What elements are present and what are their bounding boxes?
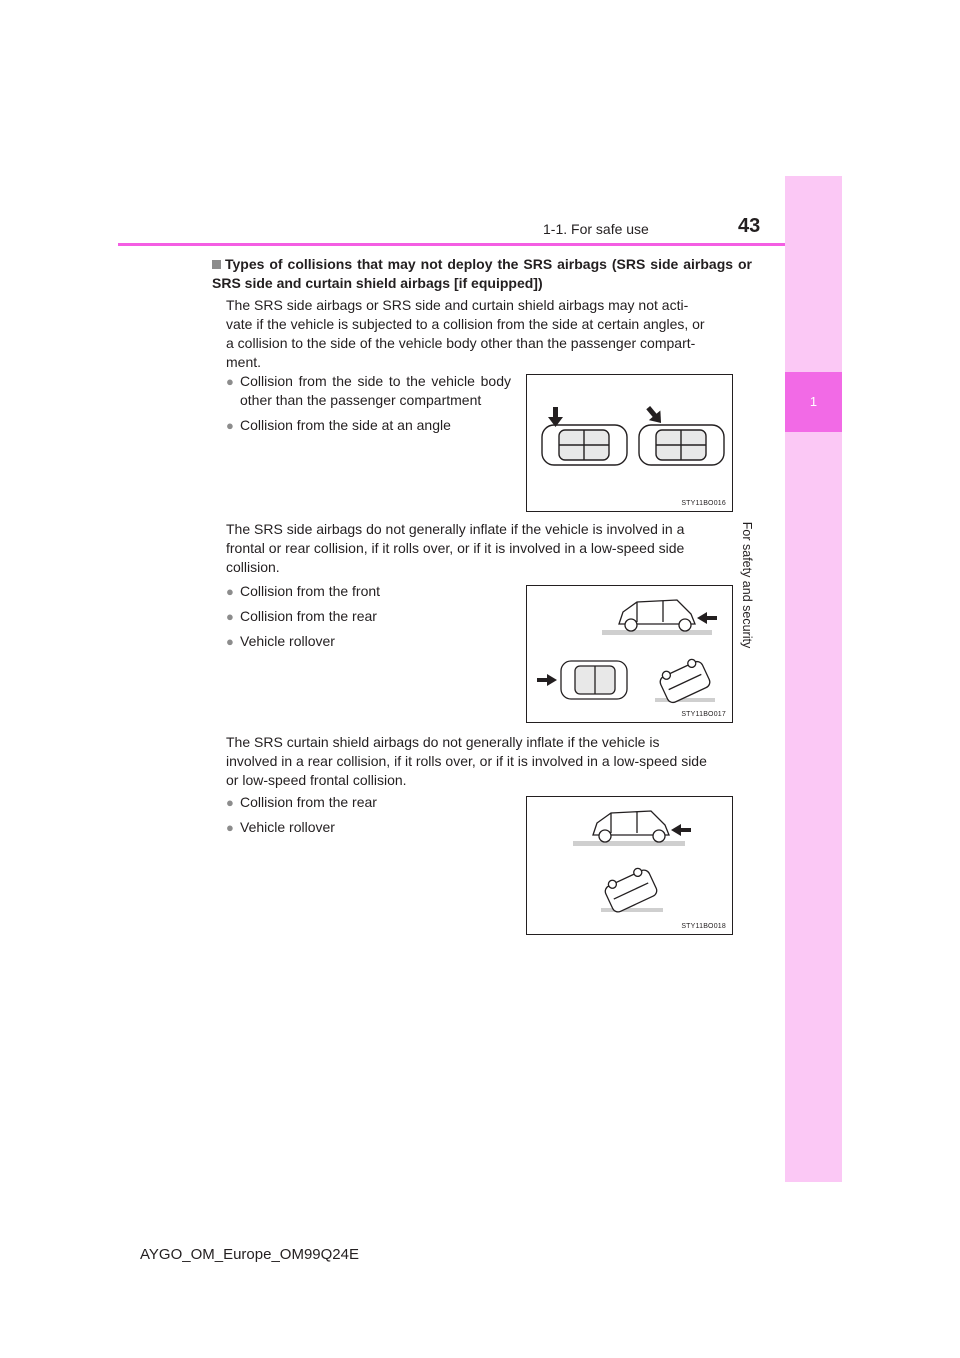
ground-line xyxy=(601,908,663,912)
ground-line xyxy=(573,841,685,846)
bullet-list-2 xyxy=(226,582,511,657)
front-rear-rollover-illustration xyxy=(527,586,732,722)
section-name: 1-1. For safe use xyxy=(543,221,649,237)
car-top-view-icon xyxy=(561,661,627,699)
header-rule xyxy=(118,243,785,246)
car-rollover-icon xyxy=(602,865,659,914)
paragraph-line: The SRS curtain shield airbags do not generally inflate if the vehicle is xyxy=(226,734,660,750)
side-collision-illustration xyxy=(527,375,732,511)
impact-arrow-icon xyxy=(671,824,691,836)
paragraph-line: collision. xyxy=(226,559,280,575)
chapter-number-tab xyxy=(785,372,842,432)
page-number: 43 xyxy=(738,215,761,237)
bullet-list-1 xyxy=(226,372,511,441)
list-item: ● Collision from the front xyxy=(226,583,381,599)
bullet-dot-icon: ● xyxy=(226,609,234,624)
paragraph-line: or low-speed frontal collision. xyxy=(226,772,407,788)
impact-arrow-icon xyxy=(548,407,563,427)
bullet-dot-icon: ● xyxy=(226,634,234,649)
bullet-dot-icon: ● xyxy=(226,820,234,835)
paragraph-line: vate if the vehicle is subjected to a collision from the side at certain angles, or xyxy=(226,316,705,332)
chapter-side-tab xyxy=(785,176,842,1182)
figure-rear-rollover xyxy=(526,796,733,935)
document-footer: AYGO_OM_Europe_OM99Q24E xyxy=(140,1246,359,1263)
bullet-list-3 xyxy=(226,793,511,843)
paragraph-line: involved in a rear collision, if it rolls over, or if it is involved in a low-speed side xyxy=(226,753,707,769)
car-side-view-icon xyxy=(619,600,695,631)
list-item: ● Collision from the side to the vehicle body other than the passenger compartment xyxy=(226,373,511,408)
chapter-title: For safety and security xyxy=(740,521,754,649)
ground-line xyxy=(655,698,715,702)
list-item: ● Collision from the side at an angle xyxy=(226,417,451,433)
paragraph-line: The SRS side airbags do not generally inflate if the vehicle is involved in a xyxy=(226,521,685,537)
paragraph-2 xyxy=(226,520,746,577)
paragraph-3 xyxy=(226,733,746,790)
bullet-dot-icon: ● xyxy=(226,584,234,599)
paragraph-line: frontal or rear collision, if it rolls over, or if it is involved in a low-speed side xyxy=(226,540,685,556)
list-item: ● Collision from the rear xyxy=(226,608,377,624)
square-bullet-icon xyxy=(212,260,221,269)
section-heading xyxy=(212,255,752,293)
paragraph-line: The SRS side airbags or SRS side and curtain shield airbags may not acti- xyxy=(226,297,689,313)
bullet-dot-icon: ● xyxy=(226,374,234,389)
bullet-dot-icon: ● xyxy=(226,418,234,433)
figure-code: STY11BO018 xyxy=(681,923,726,930)
car-top-view-icon xyxy=(542,425,627,465)
list-item: ● Vehicle rollover xyxy=(226,819,335,835)
paragraph-1 xyxy=(226,296,746,372)
chapter-number: 1 xyxy=(809,394,818,409)
car-rollover-icon xyxy=(657,656,712,704)
list-item: ● Collision from the rear xyxy=(226,794,377,810)
figure-code: STY11BO017 xyxy=(681,711,726,718)
figure-code: STY11BO016 xyxy=(681,500,726,507)
car-side-view-icon xyxy=(593,811,669,842)
angled-impact-arrow-icon xyxy=(642,403,666,428)
bullet-dot-icon: ● xyxy=(226,795,234,810)
figure-front-rear-rollover xyxy=(526,585,733,723)
section-heading-text: Types of collisions that may not deploy the SRS airbags (SRS side airbags or SRS side and curtain shield airbags [if equipped]) xyxy=(212,256,752,291)
car-top-view-icon xyxy=(639,425,724,465)
rear-rollover-illustration xyxy=(527,797,732,934)
figure-side-collision xyxy=(526,374,733,512)
paragraph-line: a collision to the side of the vehicle body other than the passenger compart- xyxy=(226,335,696,351)
list-item: ● Vehicle rollover xyxy=(226,633,335,649)
impact-arrow-icon xyxy=(697,612,717,624)
impact-arrow-icon xyxy=(537,674,557,686)
ground-line xyxy=(602,630,712,635)
paragraph-line: ment. xyxy=(226,354,262,370)
